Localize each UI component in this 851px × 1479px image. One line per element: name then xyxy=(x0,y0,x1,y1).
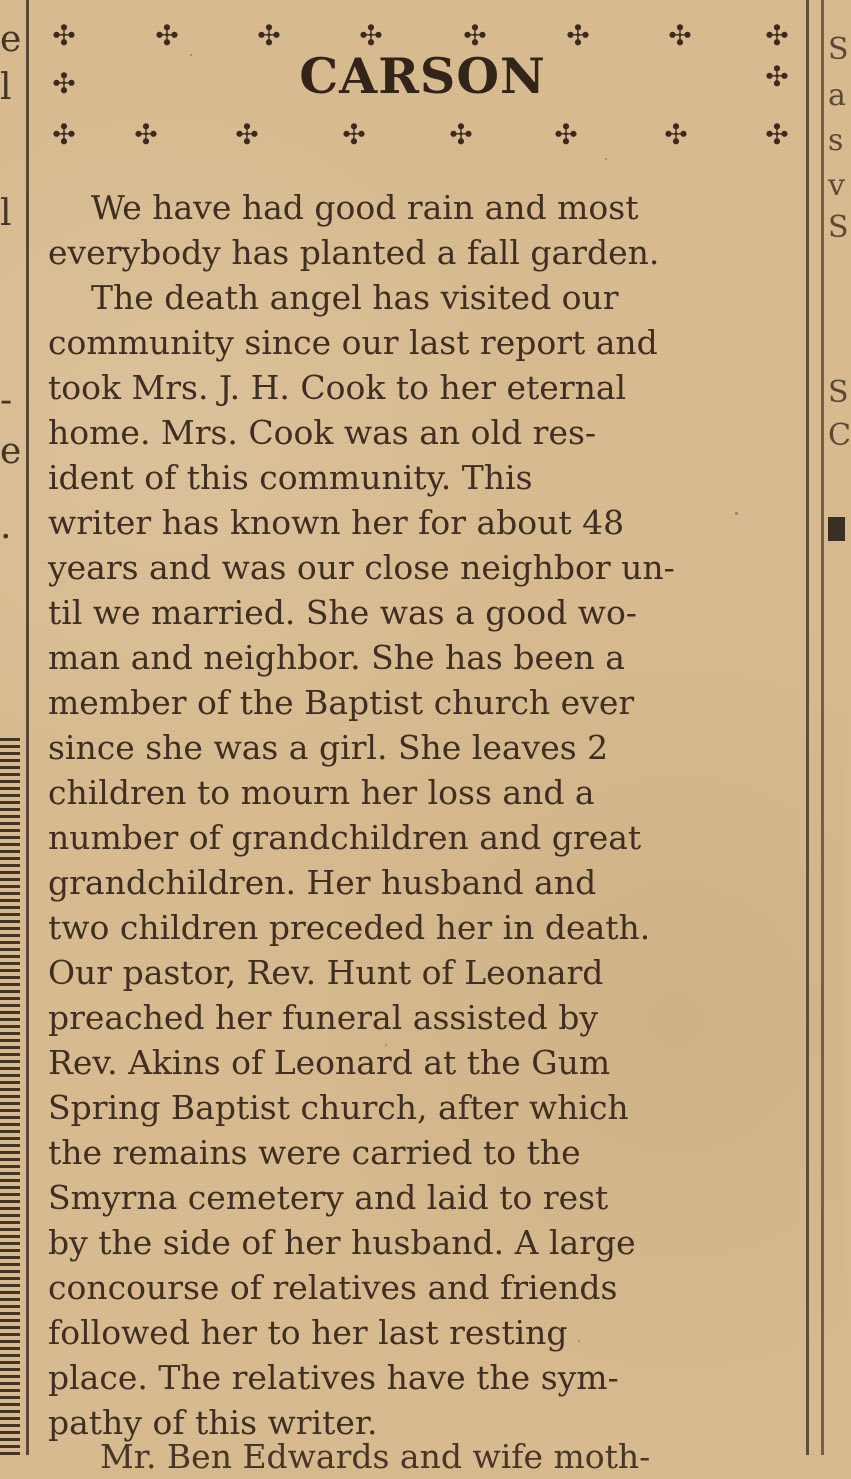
paper-speck xyxy=(735,512,738,515)
decorative-ornament-icon: ✣ xyxy=(359,19,383,52)
left-column-fragment-4: - xyxy=(0,380,13,421)
right-column-dark-mark xyxy=(828,517,845,541)
article-line: by the side of her husband. A large xyxy=(48,1223,636,1262)
left-column-fragment-5: e xyxy=(0,431,22,472)
article-line: Our pastor, Rev. Hunt of Leonard xyxy=(48,953,604,992)
left-column-fragment-1: e xyxy=(0,19,22,60)
decorative-ornament-icon: ✣ xyxy=(134,118,158,151)
article-line: children to mourn her loss and a xyxy=(48,773,595,812)
cut-off-next-paragraph-line: Mr. Ben Edwards and wife moth- xyxy=(100,1437,651,1476)
article-line: pathy of this writer. xyxy=(48,1403,378,1442)
right-column-rule xyxy=(806,0,809,1455)
left-column-fragment-3: l xyxy=(0,193,12,234)
article-line: grandchildren. Her husband and xyxy=(48,863,597,902)
article-line: Smyrna cemetery and laid to rest xyxy=(48,1178,609,1217)
article-line: place. The relatives have the sym- xyxy=(48,1358,619,1397)
article-line: The death angel has visited our xyxy=(91,278,619,317)
decorative-ornament-icon: ✣ xyxy=(235,118,259,151)
decorative-ornament-icon: ✣ xyxy=(765,60,789,93)
decorative-ornament-icon: ✣ xyxy=(155,19,179,52)
paper-speck xyxy=(190,54,192,56)
right-adjacent-column-rule xyxy=(821,0,824,1455)
article-line: We have had good rain and most xyxy=(91,188,639,227)
decorative-ornament-icon: ✣ xyxy=(52,67,76,100)
left-column-rule xyxy=(26,0,29,1455)
article-line: number of grandchildren and great xyxy=(48,818,642,857)
paper-speck xyxy=(605,158,607,160)
article-line: the remains were carried to the xyxy=(48,1133,581,1172)
decorative-ornament-icon: ✣ xyxy=(52,19,76,52)
article-line: took Mrs. J. H. Cook to her eternal xyxy=(48,368,627,407)
decorative-ornament-icon: ✣ xyxy=(342,118,366,151)
decorative-ornament-icon: ✣ xyxy=(664,118,688,151)
decorative-ornament-icon: ✣ xyxy=(463,19,487,52)
article-line: two children preceded her in death. xyxy=(48,908,651,947)
article-body xyxy=(48,185,803,1445)
right-column-fragment-4: v xyxy=(828,168,845,203)
decorative-ornament-icon: ✣ xyxy=(765,19,789,52)
decorative-ornament-icon: ✣ xyxy=(52,118,76,151)
right-column-fragment-7: C xyxy=(828,418,851,453)
article-line: community since our last report and xyxy=(48,323,658,362)
article-line: preached her funeral assisted by xyxy=(48,998,598,1037)
article-line: Spring Baptist church, after which xyxy=(48,1088,629,1127)
article-line: writer has known her for about 48 xyxy=(48,503,625,542)
left-column-fragment-2: l xyxy=(0,67,12,108)
article-line: home. Mrs. Cook was an old res- xyxy=(48,413,597,452)
left-column-rule-marks xyxy=(0,735,20,1455)
article-title: CARSON xyxy=(299,47,546,105)
decorative-ornament-icon: ✣ xyxy=(668,19,692,52)
right-column-fragment-3: s xyxy=(828,123,844,158)
decorative-ornament-icon: ✣ xyxy=(566,19,590,52)
paper-speck xyxy=(385,1044,387,1046)
decorative-ornament-icon: ✣ xyxy=(257,19,281,52)
right-column-fragment-1: S xyxy=(828,32,849,67)
decorative-ornament-icon: ✣ xyxy=(765,118,789,151)
article-line: everybody has planted a fall garden. xyxy=(48,233,660,272)
article-line: til we married. She was a good wo- xyxy=(48,593,637,632)
right-column-fragment-6: S xyxy=(828,375,849,410)
article-line: Rev. Akins of Leonard at the Gum xyxy=(48,1043,611,1082)
article-line: concourse of relatives and friends xyxy=(48,1268,618,1307)
article-line: followed her to her last resting xyxy=(48,1313,568,1352)
left-column-fragment-6: . xyxy=(0,506,12,547)
decorative-ornament-icon: ✣ xyxy=(449,118,473,151)
right-column-fragment-2: a xyxy=(828,78,846,113)
article-line: since she was a girl. She leaves 2 xyxy=(48,728,609,767)
article-line: ident of this community. This xyxy=(48,458,533,497)
decorative-ornament-icon: ✣ xyxy=(554,118,578,151)
article-line: member of the Baptist church ever xyxy=(48,683,635,722)
article-line: years and was our close neighbor un- xyxy=(48,548,675,587)
right-column-fragment-5: S xyxy=(828,210,849,245)
article-line: man and neighbor. She has been a xyxy=(48,638,625,677)
paper-speck xyxy=(578,1340,580,1342)
